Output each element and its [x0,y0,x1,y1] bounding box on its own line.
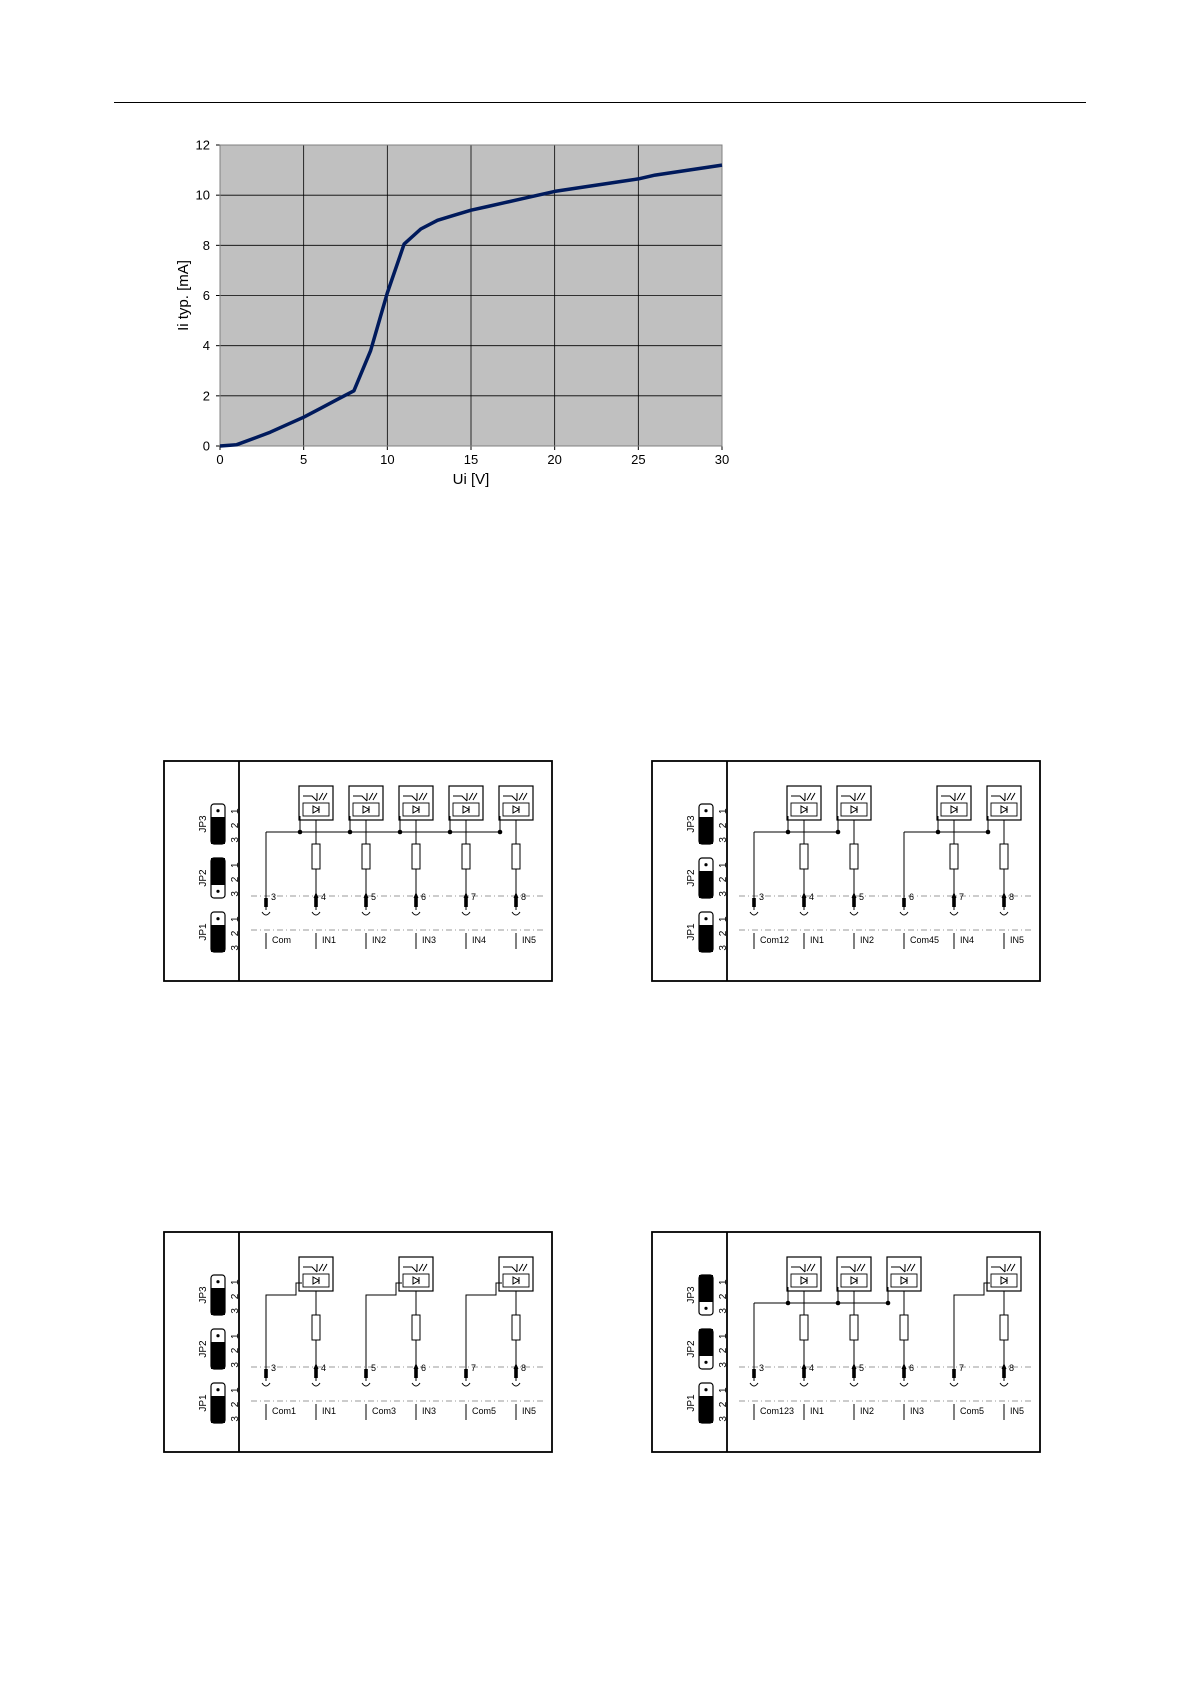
resistor [950,844,958,869]
y-tick-label: 8 [202,237,210,253]
junction-dot [298,830,303,835]
jumper-label: JP2 [198,869,209,887]
terminal-contact [364,898,368,907]
terminal-contact [952,898,956,907]
x-axis-label: Ui [V] [452,471,490,488]
jumper-cap [211,1288,225,1315]
terminal-number: 5 [371,892,377,902]
terminal-number: 5 [859,892,865,902]
terminal-name: Com5 [960,1406,985,1416]
terminal-name: IN5 [1010,1406,1025,1416]
terminal-name: IN1 [810,1406,825,1416]
current-voltage-chart [160,128,740,498]
resistor [850,844,858,869]
terminal-name: IN5 [522,935,537,945]
terminal-number: 3 [271,892,277,902]
optocoupler [837,786,871,820]
jumper-pin-numbers: 3 2 1 [718,859,729,897]
terminal-contact [414,898,418,907]
resistor [512,844,520,869]
terminal-name: IN5 [522,1406,537,1416]
jumper-pin-numbers: 3 2 1 [230,1330,241,1368]
optocoupler [787,786,821,820]
resistor [512,1315,520,1340]
wiring-diagram-com123-com5 [651,1231,1041,1453]
jumper-cap [699,1396,713,1423]
terminal-number: 7 [959,1363,965,1373]
jumper-free-pin [704,1361,707,1364]
optocoupler [299,1257,333,1291]
jumper-label: JP2 [686,869,697,887]
header-rule [114,102,1086,103]
terminal-contact [464,1369,468,1378]
resistor [412,1315,420,1340]
terminal-contact [314,898,318,907]
terminal-name: Com45 [910,935,940,945]
jumper-free-pin [216,809,219,812]
terminal-name: IN3 [910,1406,925,1416]
x-tick-label: 20 [547,452,562,467]
jumper-free-pin [216,917,219,920]
resistor [1000,844,1008,869]
terminal-name: IN3 [422,935,437,945]
terminal-number: 5 [371,1363,377,1373]
terminal-name: Com12 [760,935,790,945]
jumper-pin-numbers: 3 2 1 [718,1330,729,1368]
terminal-number: 8 [1009,1363,1015,1373]
junction-dot [398,830,403,835]
terminal-contact [464,898,468,907]
terminal-name: IN2 [860,935,875,945]
jumper-cap [211,858,225,885]
x-tick-label: 25 [631,452,646,467]
jumper-pin-numbers: 3 2 1 [718,805,729,843]
x-tick-label: 10 [380,452,395,467]
y-tick-label: 10 [195,187,210,203]
terminal-contact [1002,898,1006,907]
jumper-pin-numbers: 3 2 1 [718,1276,729,1314]
jumper-free-pin [704,863,707,866]
terminal-contact [514,898,518,907]
terminal-contact [514,1369,518,1378]
terminal-name: Com123 [760,1406,795,1416]
jumper-free-pin [216,1388,219,1391]
jumper-label: JP1 [198,1394,209,1412]
jumper-label: JP1 [686,1394,697,1412]
terminal-number: 3 [271,1363,277,1373]
jumper-cap [699,1329,713,1356]
junction-dot [836,1301,841,1306]
terminal-number: 4 [809,892,815,902]
terminal-name: IN1 [322,1406,337,1416]
terminal-contact [852,898,856,907]
jumper-pin-numbers: 3 2 1 [230,1384,241,1422]
jumper-pin-numbers: 3 2 1 [718,913,729,951]
terminal-contact [802,1369,806,1378]
terminal-name: IN4 [472,935,487,945]
y-tick-label: 4 [202,338,210,354]
resistor [800,844,808,869]
optocoupler [449,786,483,820]
jumper-label: JP1 [686,923,697,941]
resistor [850,1315,858,1340]
terminal-name: IN2 [860,1406,875,1416]
jumper-cap [211,1396,225,1423]
terminal-number: 5 [859,1363,865,1373]
terminal-contact [1002,1369,1006,1378]
terminal-contact [752,898,756,907]
jumper-cap [699,871,713,898]
jumper-cap [211,817,225,844]
terminal-number: 6 [909,892,915,902]
terminal-contact [364,1369,368,1378]
terminal-number: 8 [521,892,527,902]
x-tick-label: 5 [300,452,308,467]
optocoupler [787,1257,821,1291]
terminal-number: 6 [909,1363,915,1373]
x-tick-label: 30 [714,452,730,467]
jumper-free-pin [704,1388,707,1391]
terminal-name: IN5 [1010,935,1025,945]
resistor [900,1315,908,1340]
optocoupler [887,1257,921,1291]
jumper-pin-numbers: 3 2 1 [230,913,241,951]
terminal-contact [852,1369,856,1378]
junction-dot [348,830,353,835]
jumper-free-pin [704,917,707,920]
junction-dot [786,830,791,835]
terminal-number: 4 [321,1363,327,1373]
junction-dot [986,830,991,835]
terminal-name: IN3 [422,1406,437,1416]
terminal-name: IN1 [322,935,337,945]
terminal-number: 4 [321,892,327,902]
jumper-free-pin [216,890,219,893]
x-tick-label: 15 [463,452,479,467]
jumper-free-pin [704,1307,707,1310]
terminal-number: 3 [759,892,765,902]
terminal-number: 3 [759,1363,765,1373]
junction-dot [936,830,941,835]
optocoupler [837,1257,871,1291]
terminal-name: IN1 [810,935,825,945]
y-tick-label: 6 [202,288,210,303]
resistor [312,1315,320,1340]
jumper-pin-numbers: 3 2 1 [718,1384,729,1422]
terminal-number: 6 [421,892,427,902]
y-tick-label: 12 [195,137,210,153]
terminal-contact [902,1369,906,1378]
jumper-pin-numbers: 3 2 1 [230,859,241,897]
wiring-diagram-two-commons [651,760,1041,982]
terminal-number: 4 [809,1363,815,1373]
optocoupler [399,1257,433,1291]
terminal-name: Com1 [272,1406,297,1416]
terminal-number: 6 [421,1363,427,1373]
optocoupler [937,786,971,820]
terminal-name: Com5 [472,1406,497,1416]
jumper-label: JP2 [686,1340,697,1358]
jumper-free-pin [704,809,707,812]
terminal-name: IN4 [960,935,975,945]
terminal-contact [264,1369,268,1378]
optocoupler [987,1257,1021,1291]
jumper-free-pin [216,1280,219,1283]
y-tick-label: 2 [202,388,210,404]
terminal-number: 7 [959,892,965,902]
resistor [462,844,470,869]
x-tick-label: 0 [216,452,224,467]
optocoupler [349,786,383,820]
jumper-label: JP1 [198,923,209,941]
junction-dot [786,1301,791,1306]
jumper-cap [699,1275,713,1302]
jumper-label: JP3 [686,1286,697,1304]
junction-dot [448,830,453,835]
optocoupler [499,786,533,820]
jumper-label: JP3 [198,815,209,833]
terminal-number: 8 [521,1363,527,1373]
terminal-contact [902,898,906,907]
terminal-name: Com3 [372,1406,397,1416]
optocoupler [499,1257,533,1291]
terminal-name: IN2 [372,935,387,945]
jumper-pin-numbers: 3 2 1 [230,1276,241,1314]
terminal-contact [414,1369,418,1378]
resistor [362,844,370,869]
optocoupler [987,786,1021,820]
optocoupler [399,786,433,820]
terminal-name: Com [272,935,292,945]
terminal-contact [802,898,806,907]
terminal-contact [752,1369,756,1378]
wiring-diagram-three-commons [163,1231,553,1453]
jumper-cap [211,925,225,952]
jumper-cap [699,817,713,844]
terminal-contact [314,1369,318,1378]
terminal-contact [264,898,268,907]
resistor [1000,1315,1008,1340]
optocoupler [299,786,333,820]
jumper-label: JP3 [686,815,697,833]
jumper-free-pin [216,1334,219,1337]
resistor [312,844,320,869]
jumper-cap [699,925,713,952]
resistor [412,844,420,869]
y-tick-label: 0 [202,438,210,454]
y-axis-label: Ii typ. [mA] [175,260,192,331]
terminal-number: 8 [1009,892,1015,902]
junction-dot [498,830,503,835]
wiring-diagram-common-all [163,760,553,982]
jumper-label: JP2 [198,1340,209,1358]
terminal-number: 7 [471,1363,477,1373]
junction-dot [886,1301,891,1306]
jumper-label: JP3 [198,1286,209,1304]
junction-dot [836,830,841,835]
terminal-number: 7 [471,892,477,902]
resistor [800,1315,808,1340]
jumper-cap [211,1342,225,1369]
terminal-contact [952,1369,956,1378]
jumper-pin-numbers: 3 2 1 [230,805,241,843]
